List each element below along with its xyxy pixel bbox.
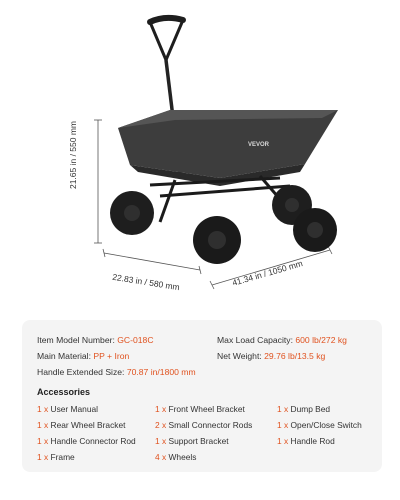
dump-bed <box>118 110 338 186</box>
accessory-item: 1 x User Manual <box>37 404 98 414</box>
spec-capacity: Max Load Capacity: 600 lb/272 kg <box>217 335 347 345</box>
spec-model: Item Model Number: GC-018C <box>37 335 154 345</box>
accessory-item: 1 x Dump Bed <box>277 404 331 414</box>
width-dimension: 22.83 in / 580 mm <box>111 271 181 293</box>
wheel <box>110 191 154 235</box>
accessory-item: 4 x Wheels <box>155 452 197 462</box>
accessory-item: 1 x Open/Close Switch <box>277 420 362 430</box>
accessory-item: 2 x Small Connector Rods <box>155 420 253 430</box>
wheel <box>293 208 337 252</box>
accessory-item: 1 x Rear Wheel Bracket <box>37 420 126 430</box>
accessory-item: 1 x Handle Rod <box>277 436 335 446</box>
accessory-item: 1 x Handle Connector Rod <box>37 436 136 446</box>
brand-logo: VEVOR <box>248 142 270 148</box>
accessories-title: Accessories <box>37 387 91 397</box>
spec-card <box>22 320 382 472</box>
accessory-item: 1 x Front Wheel Bracket <box>155 404 245 414</box>
spec-handle-size: Handle Extended Size: 70.87 in/1800 mm <box>37 367 196 377</box>
spec-material: Main Material: PP + Iron <box>37 351 130 361</box>
height-dimension: 21.65 in / 550 mm <box>68 120 78 190</box>
accessory-item: 1 x Support Bracket <box>155 436 229 446</box>
length-dimension: 41.34 in / 1050 mm <box>231 258 304 288</box>
accessory-item: 1 x Frame <box>37 452 75 462</box>
spec-weight: Net Weight: 29.76 lb/13.5 kg <box>217 351 326 361</box>
wheel <box>193 216 241 264</box>
